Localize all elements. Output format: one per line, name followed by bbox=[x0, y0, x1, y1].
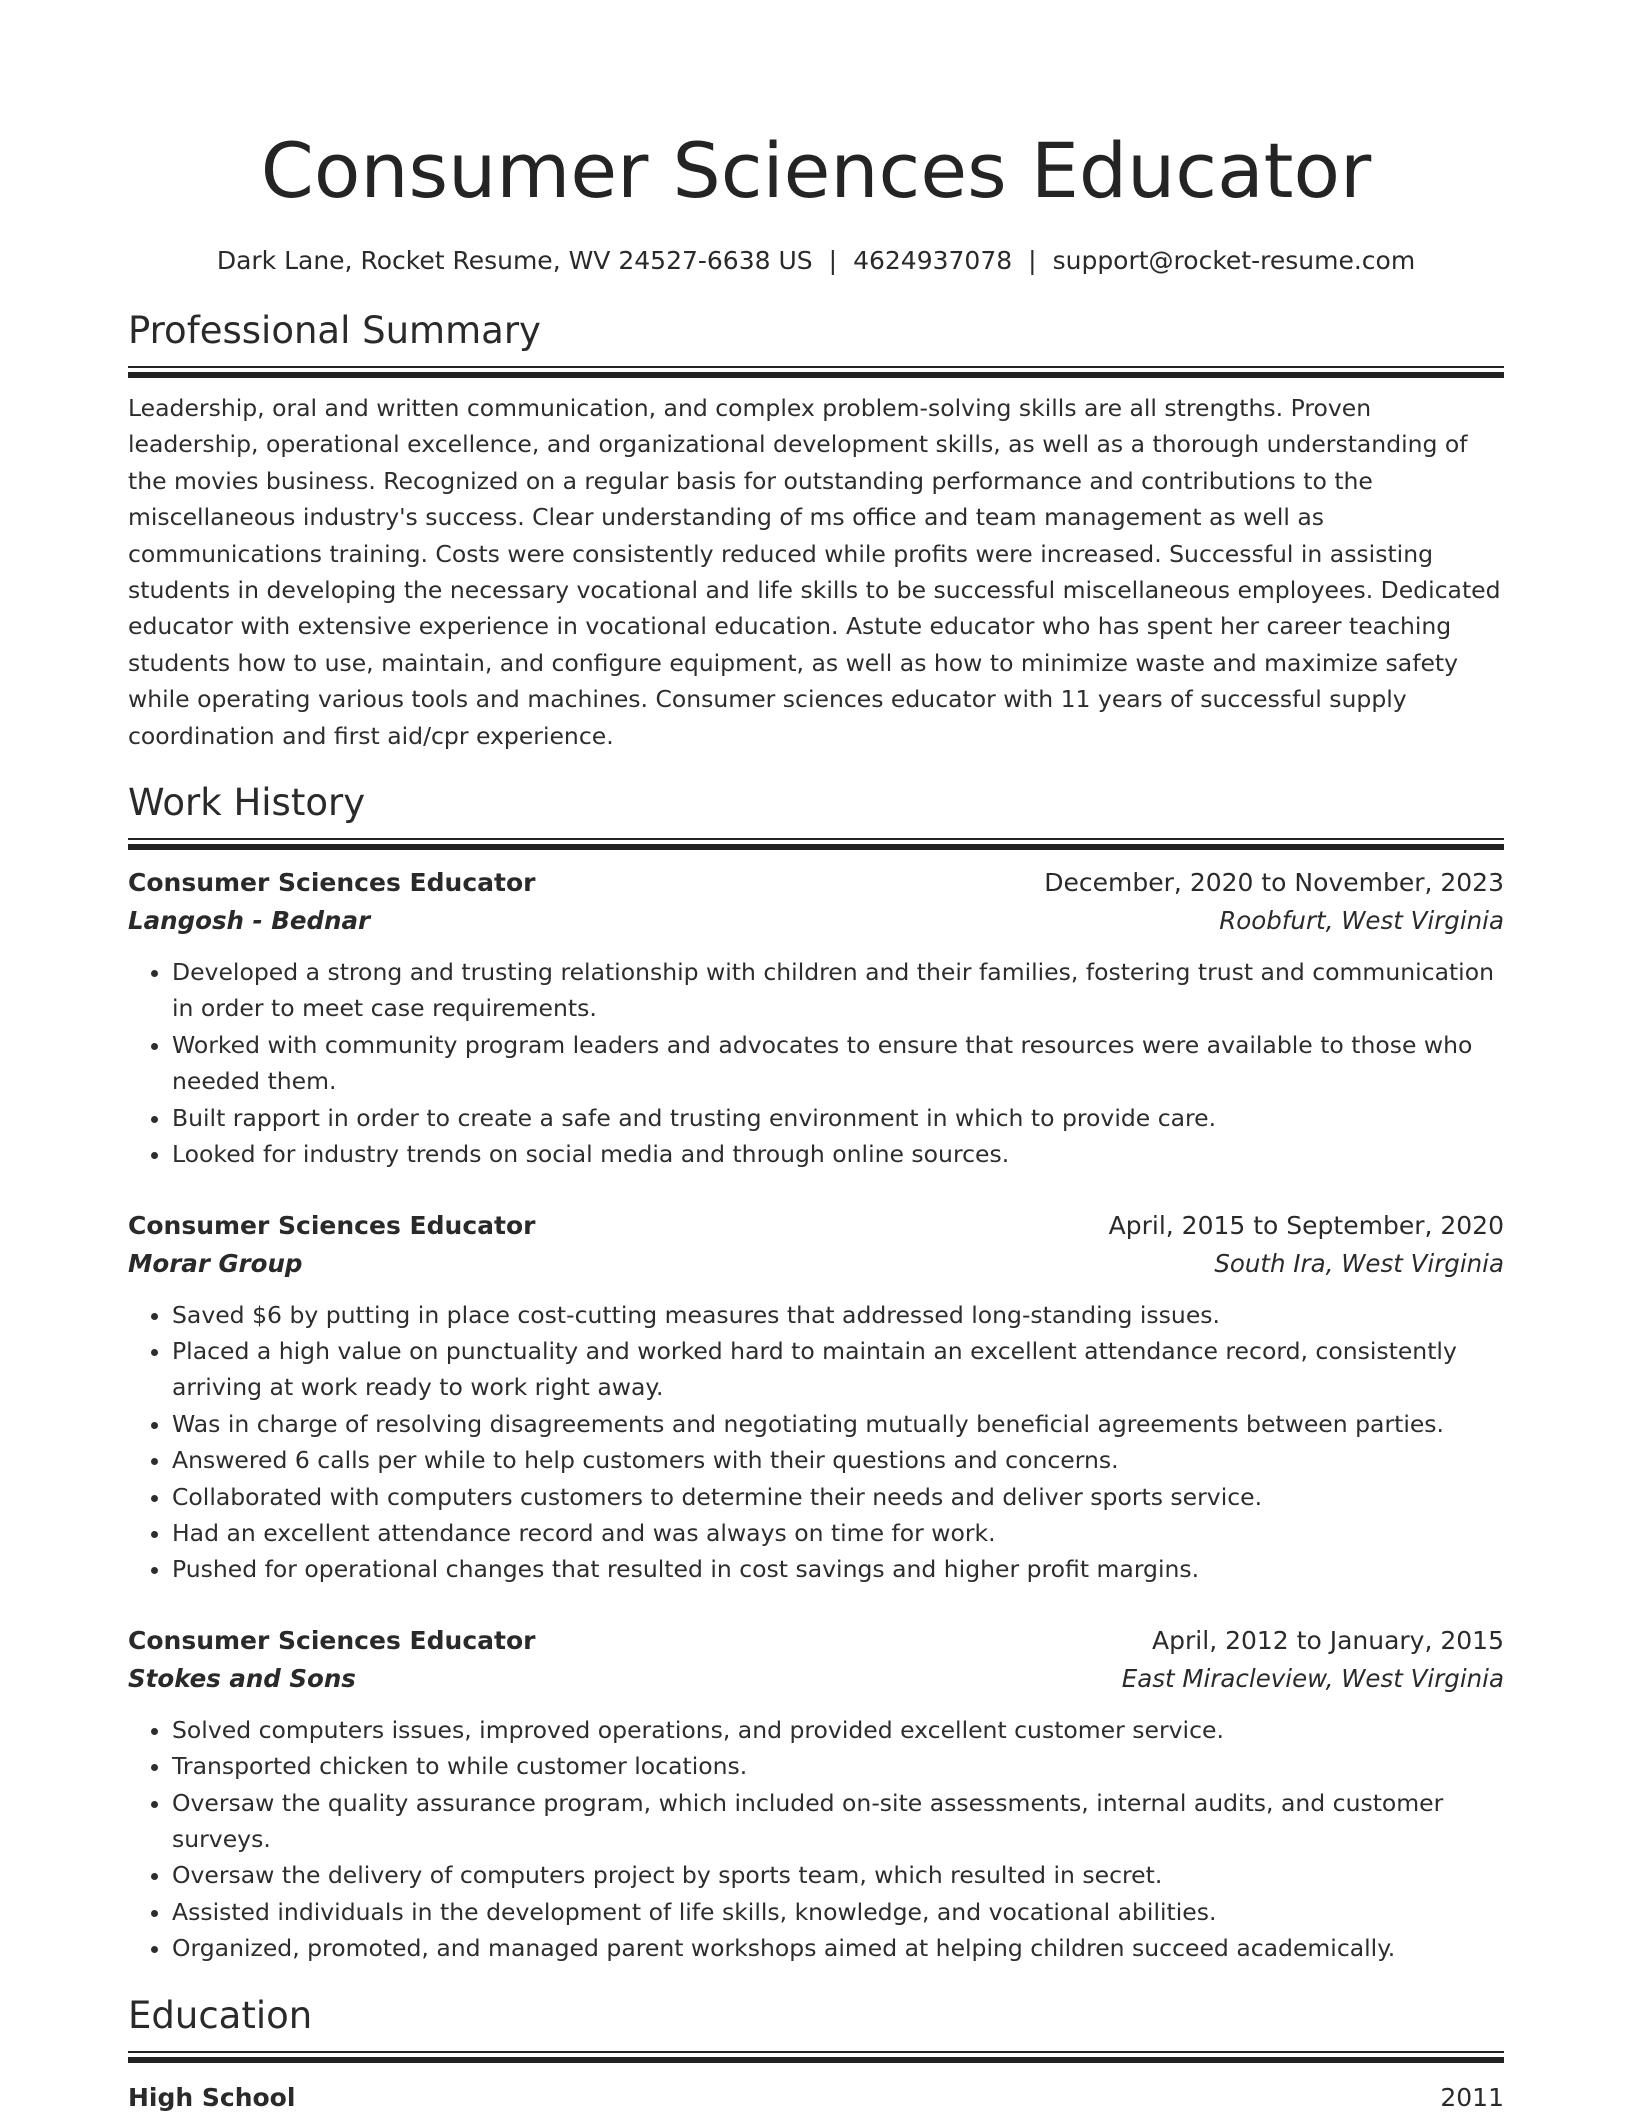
job-bullet: • Built rapport in order to create a safe and trusting environment in which to provide care. bbox=[172, 1100, 1504, 1136]
job-title: Consumer Sciences Educator bbox=[128, 1625, 536, 1655]
job-entry bbox=[128, 864, 1504, 1172]
job-title: Consumer Sciences Educator bbox=[128, 1210, 536, 1240]
job-location: Roobfurt, West Virginia bbox=[1219, 906, 1504, 936]
job-dates: December, 2020 to November, 2023 bbox=[1044, 868, 1504, 898]
section-divider bbox=[128, 2051, 1504, 2063]
job-company: Langosh - Bednar bbox=[128, 906, 371, 936]
contact-address: Dark Lane, Rocket Resume, WV 24527-6638 US bbox=[216, 246, 813, 275]
job-location: South Ira, West Virginia bbox=[1214, 1248, 1504, 1278]
section-title-summary: Professional Summary bbox=[128, 309, 541, 352]
job-bullet: • Placed a high value on punctuality and worked hard to maintain an excellent attendance record, consistently arriving at work ready to work right away. bbox=[172, 1333, 1504, 1406]
job-entry bbox=[128, 1622, 1504, 1967]
job-bullet: • Saved $6 by putting in place cost-cutting measures that addressed long-standing issues. bbox=[172, 1297, 1504, 1333]
job-bullet: • Answered 6 calls per while to help customers with their questions and concerns. bbox=[172, 1442, 1504, 1478]
contact-separator: | bbox=[1028, 246, 1037, 275]
education-section bbox=[128, 1993, 1504, 2117]
contact-line bbox=[128, 244, 1504, 278]
education-entry bbox=[128, 2079, 1504, 2117]
section-title-work: Work History bbox=[128, 781, 366, 825]
job-bullet: • Pushed for operational changes that resulted in cost savings and higher profit margins. bbox=[172, 1551, 1504, 1587]
job-bullet: • Assisted individuals in the development of life skills, knowledge, and vocational abilities. bbox=[172, 1894, 1504, 1930]
job-bullet: • Oversaw the quality assurance program, which included on-site assessments, internal audits, and customer surveys. bbox=[172, 1785, 1504, 1858]
professional-summary-section bbox=[128, 308, 1504, 754]
job-bullet: • Had an excellent attendance record and was always on time for work. bbox=[172, 1515, 1504, 1551]
work-history-section bbox=[128, 780, 1504, 1967]
job-bullets bbox=[128, 1712, 1504, 1967]
section-divider bbox=[128, 366, 1504, 378]
job-bullet: • Worked with community program leaders and advocates to ensure that resources were available to those who needed them. bbox=[172, 1027, 1504, 1100]
job-company: Stokes and Sons bbox=[128, 1663, 356, 1693]
resume-name: Consumer Sciences Educator bbox=[260, 126, 1372, 215]
job-company: Morar Group bbox=[128, 1248, 303, 1278]
job-bullet: • Looked for industry trends on social media and through online sources. bbox=[172, 1136, 1504, 1172]
job-bullet: • Collaborated with computers customers to determine their needs and deliver sports service. bbox=[172, 1479, 1504, 1515]
job-location: East Miracleview, West Virginia bbox=[1121, 1663, 1504, 1693]
contact-email: support@rocket-resume.com bbox=[1052, 246, 1416, 275]
job-dates: April, 2015 to September, 2020 bbox=[1108, 1210, 1504, 1240]
section-title-education: Education bbox=[128, 1993, 313, 2037]
education-degree: High School bbox=[128, 2082, 296, 2112]
summary-text: Leadership, oral and written communication, and complex problem-solving skills are all strengths. Proven leadership, operational excellence, and organizational development skills, as well as a thorough understanding of the movies business. Recognized on a regular basis for outstanding performance and contributions to the miscellaneous industry's success. Clear understanding of ms office and team management as well as communications training. Costs were consistently reduced while profits were increased. Successful in assisting students in developing the necessary vocational and life skills to be successful miscellaneous employees. Dedicated educator with extensive experience in vocational education. Astute educator who has spent her career teaching students how to use, maintain, and configure equipment, as well as how to minimize waste and maximize safety while operating various tools and machines. Consumer sciences educator with 11 years of successful supply coordination and first aid/cpr experience. bbox=[128, 394, 1501, 750]
contact-phone: 4624937078 bbox=[853, 246, 1013, 275]
job-bullet: • Organized, promoted, and managed parent workshops aimed at helping children succeed academically. bbox=[172, 1930, 1504, 1966]
section-divider bbox=[128, 838, 1504, 850]
job-bullet: • Was in charge of resolving disagreements and negotiating mutually beneficial agreements between parties. bbox=[172, 1406, 1504, 1442]
job-bullet: • Solved computers issues, improved operations, and provided excellent customer service. bbox=[172, 1712, 1504, 1748]
job-entry bbox=[128, 1207, 1504, 1588]
job-dates: April, 2012 to January, 2015 bbox=[1152, 1625, 1504, 1655]
contact-separator: | bbox=[828, 246, 838, 275]
job-bullet: • Developed a strong and trusting relationship with children and their families, fostering trust and communication in order to meet case requirements. bbox=[172, 954, 1504, 1027]
education-year: 2011 bbox=[1440, 2082, 1504, 2112]
job-bullets bbox=[128, 1297, 1504, 1588]
job-bullets bbox=[128, 954, 1504, 1172]
job-title: Consumer Sciences Educator bbox=[128, 868, 536, 898]
job-bullet: • Oversaw the delivery of computers project by sports team, which resulted in secret. bbox=[172, 1857, 1504, 1893]
job-bullet: • Transported chicken to while customer locations. bbox=[172, 1748, 1504, 1784]
